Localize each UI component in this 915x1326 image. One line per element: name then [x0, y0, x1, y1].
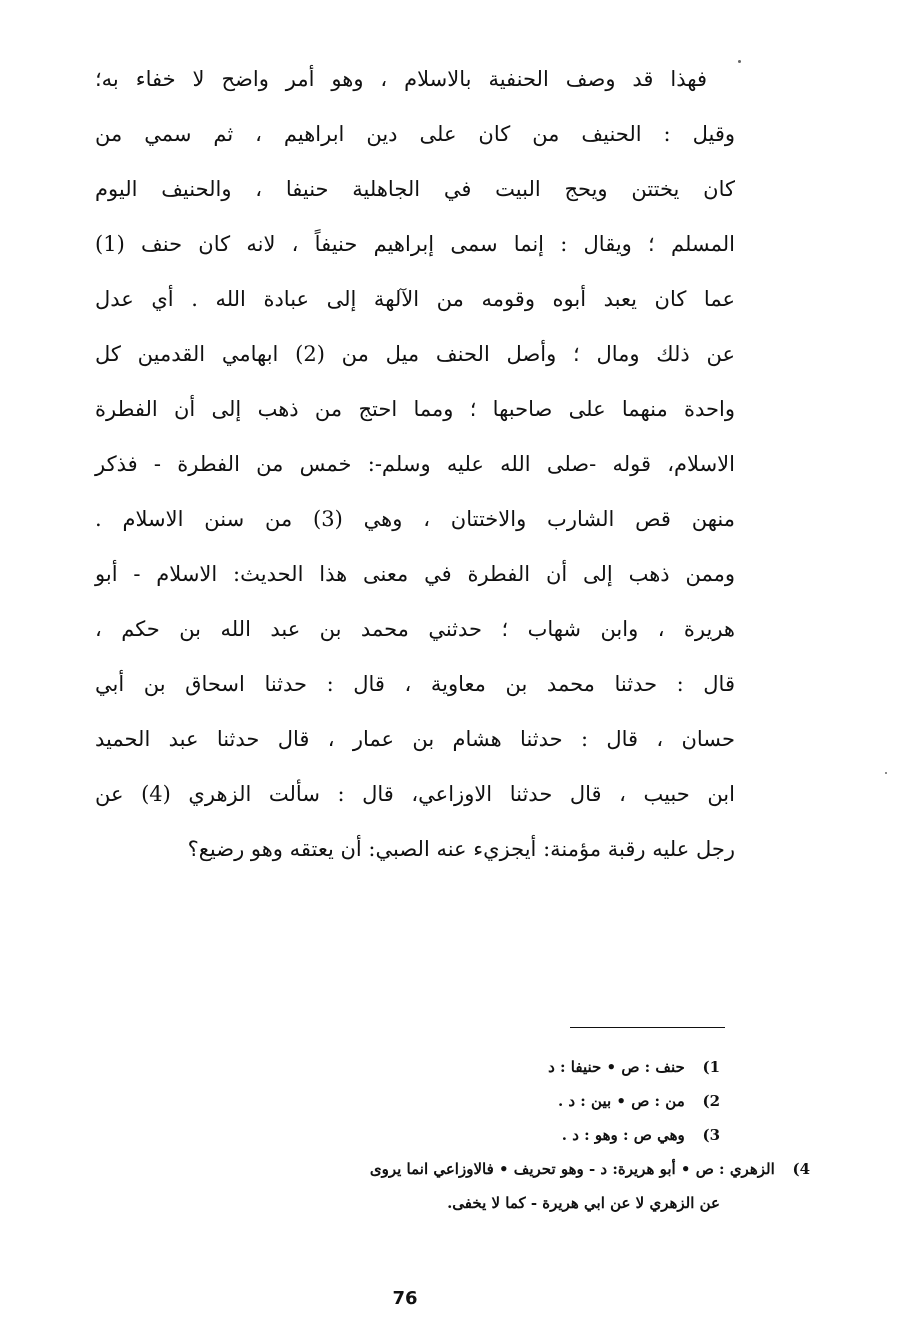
text-line: رجل عليه رقبة مؤمنة: أيجزيء عنه الصبي: أن يعتقه وهو رضيع؟	[187, 837, 735, 861]
text-line: وممن ذهب إلى أن الفطرة في معنى هذا الحديث: الاسلام - أبو	[95, 562, 735, 586]
footnote-number: 2)	[702, 1092, 720, 1110]
scan-speck	[738, 60, 741, 63]
footnote-item	[90, 1152, 810, 1186]
text-line: منهن قص الشارب والاختتان ، وهي (3) من سنن الاسلام .	[95, 507, 735, 531]
text-line: واحدة منهما على صاحبها ؛ ومما احتج من ذهب إلى أن الفطرة	[95, 397, 735, 421]
text-line: عما كان يعبد أبوه وقومه من الآلهة إلى عبادة الله . أي عدل	[95, 287, 735, 311]
footnote-number: 1)	[702, 1058, 720, 1076]
footnote-item	[90, 1050, 720, 1084]
text-line: قال : حدثنا محمد بن معاوية ، قال : حدثنا اسحاق بن أبي	[95, 672, 735, 696]
text-line: وقيل : الحنيف من كان على دين ابراهيم ، ثم سمي من	[95, 122, 735, 146]
footnote-text: الزهري : ص • أبو هريرة: د - وهو تحريف • فالاوزاعي انما يروى	[369, 1160, 775, 1178]
text-line: الاسلام، قوله -صلى الله عليه وسلم-: خمس من الفطرة - فذكر	[95, 452, 735, 476]
footnote-number: 3)	[702, 1126, 720, 1144]
footnote-separator	[570, 1027, 725, 1028]
text-line: فهذا قد وصف الحنفية بالاسلام ، وهو أمر واضح لا خفاء به؛	[95, 67, 707, 91]
footnote-text: حنف : ص • حنيفا : د	[548, 1058, 685, 1076]
page-number: 76	[392, 1288, 418, 1309]
text-line: هريرة ، وابن شهاب ؛ حدثني محمد بن عبد الله بن حكم ،	[95, 617, 735, 641]
text-line: حسان ، قال : حدثنا هشام بن عمار ، قال حدثنا عبد الحميد	[95, 727, 735, 751]
text-line: عن ذلك ومال ؛ وأصل الحنف ميل من (2) ابهامي القدمين كل	[95, 342, 735, 366]
scan-speck	[885, 772, 887, 774]
text-line: ابن حبيب ، قال حدثنا الاوزاعي، قال : سألت الزهري (4) عن	[95, 782, 735, 806]
text-line: المسلم ؛ ويقال : إنما سمى إبراهيم حنيفاً ، لانه كان حنف (1)	[95, 232, 735, 256]
footnote-number: 4)	[792, 1160, 810, 1178]
text-line: كان يختتن ويحج البيت في الجاهلية حنيفا ، والحنيف اليوم	[95, 177, 735, 201]
footnote-text: وهي ص : وهو : د .	[561, 1126, 685, 1144]
footnote-item	[90, 1084, 720, 1118]
footnote-item	[90, 1118, 720, 1152]
footnote-text: من : ص • بين : د .	[557, 1092, 685, 1110]
main-text	[95, 52, 735, 877]
footnote-continuation: عن الزهري لا عن ابي هريرة - كما لا يخفى.	[447, 1194, 720, 1212]
footnotes	[90, 1050, 810, 1220]
